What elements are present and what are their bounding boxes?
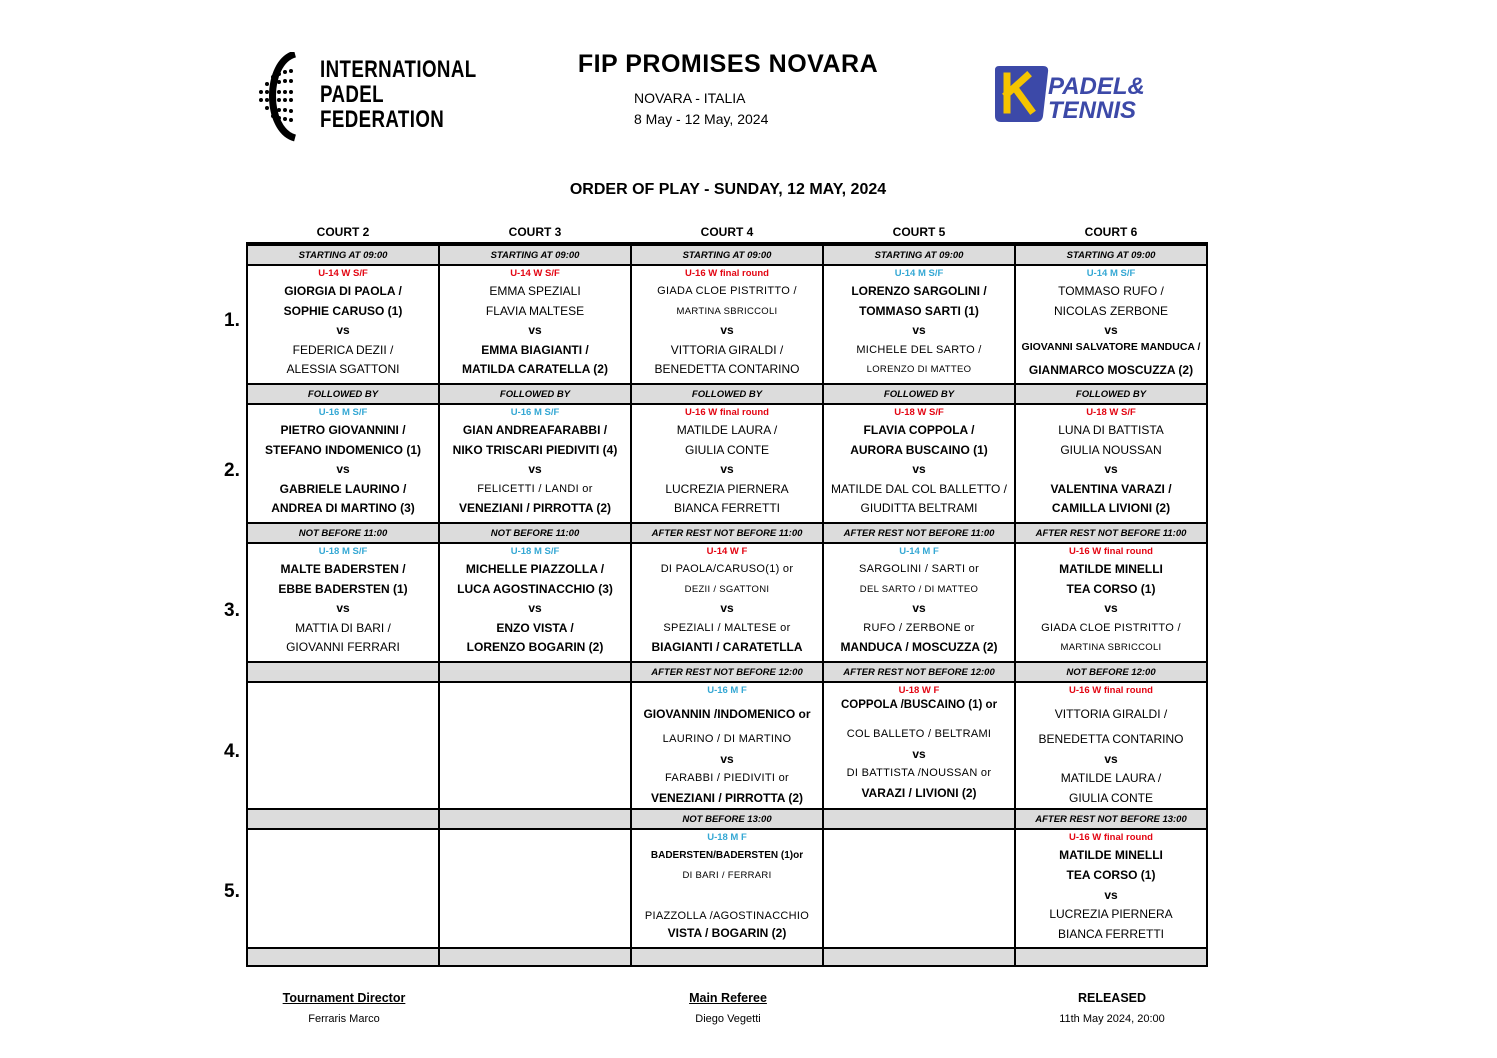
match-cell-empty <box>439 682 631 809</box>
status-cell: NOT BEFORE 13:00 <box>631 809 823 829</box>
match-category: U-18 M S/F <box>510 546 560 557</box>
team-line: MARTINA SBRICCOLI <box>676 305 778 317</box>
team-line: VITTORIA GIRALDI / <box>1054 707 1168 721</box>
table-footer-row <box>247 948 1207 966</box>
court-header: COURT 5 <box>892 225 946 239</box>
status-cell: FOLLOWED BY <box>439 384 631 404</box>
team-line: DI BATTISTA /NOUSSAN or <box>846 767 992 780</box>
vs-label: vs <box>1104 601 1118 616</box>
logo-padel-word: PADEL& <box>1048 73 1145 100</box>
match-category: U-14 W F <box>706 546 748 557</box>
match-cell <box>247 265 439 384</box>
match-cell <box>631 404 823 523</box>
team-line: DEL SARTO / DI MATTEO <box>859 583 979 595</box>
status-row <box>247 384 1207 404</box>
vs-label: vs <box>720 323 734 338</box>
vs-label: vs <box>1104 887 1118 902</box>
match-cell <box>439 543 631 662</box>
match-cell-empty <box>823 829 1015 948</box>
court-header: COURT 3 <box>508 225 562 239</box>
team-line: BENEDETTA CONTARINO <box>654 362 800 377</box>
team-line: FLAVIA MALTESE <box>485 303 585 318</box>
status-row <box>247 244 1207 265</box>
order-of-play-heading: ORDER OF PLAY - SUNDAY, 12 MAY, 2024 <box>569 181 887 198</box>
status-cell: STARTING AT 09:00 <box>631 244 823 265</box>
status-cell: NOT BEFORE 11:00 <box>247 523 439 543</box>
match-category: U-14 M S/F <box>1086 268 1136 279</box>
match-category: U-16 W final round <box>1069 685 1153 696</box>
team-line: VENEZIANI / PIRROTTA (2) <box>458 501 611 516</box>
status-cell <box>823 809 1015 829</box>
team-line: TOMMASO RUFO / <box>1058 284 1164 298</box>
team-line: ENZO VISTA / <box>496 620 574 635</box>
team-line: LORENZO SARGOLINI / <box>851 284 987 298</box>
ipf-logo-line: FEDERATION <box>320 106 445 133</box>
status-cell: STARTING AT 09:00 <box>439 244 631 265</box>
padel-tennis-icon <box>993 62 1173 126</box>
team-line: COL BALLETO / BELTRAMI <box>846 728 992 740</box>
team-line: LORENZO BOGARIN (2) <box>466 640 604 655</box>
team-line: BIAGIANTI / CARATETLLA <box>651 640 803 655</box>
status-cell: AFTER REST NOT BEFORE 13:00 <box>1015 809 1207 829</box>
team-line: GABRIELE LAURINO / <box>279 481 407 496</box>
team-line: DEZII / SGATTONI <box>684 583 770 595</box>
team-line: GIOVANNI FERRARI <box>286 640 400 655</box>
match-cell-empty <box>439 829 631 948</box>
team-line: MATILDE MINELLI <box>1059 562 1163 576</box>
court-header: COURT 6 <box>1084 225 1138 239</box>
match-category: U-16 M S/F <box>510 407 560 418</box>
row-number-4: 4. <box>224 741 240 762</box>
team-line: COPPOLA /BUSCAINO (1) or <box>840 699 998 711</box>
team-line: EMMA SPEZIALI <box>489 284 581 298</box>
team-line: GIOVANNIN /INDOMENICO or <box>643 707 811 721</box>
footer-cell <box>823 948 1015 966</box>
row-number-2: 2. <box>224 460 240 481</box>
team-line: SARGOLINI / SARTI or <box>858 563 980 575</box>
match-row <box>247 265 1207 384</box>
team-line: DI PAOLA/CARUSO(1) or <box>660 563 794 575</box>
vs-label: vs <box>720 462 734 477</box>
team-line: EMMA BIAGIANTI / <box>481 342 589 357</box>
footer-cell <box>631 948 823 966</box>
vs-label: vs <box>720 751 734 766</box>
status-row <box>247 523 1207 543</box>
team-line: GIULIA CONTE <box>1068 790 1154 805</box>
match-cell-empty <box>247 829 439 948</box>
team-line: VENEZIANI / PIRROTTA (2) <box>650 790 803 805</box>
match-category: U-18 W S/F <box>894 407 944 418</box>
vs-label: vs <box>528 323 542 338</box>
status-cell: NOT BEFORE 11:00 <box>439 523 631 543</box>
court-header: COURT 4 <box>700 225 754 239</box>
vs-label: vs <box>336 462 350 477</box>
referee-label: Main Referee <box>689 991 767 1005</box>
team-line: GIUDITTA BELTRAMI <box>860 501 978 516</box>
match-category: U-18 M F <box>707 832 747 844</box>
match-category: U-18 W S/F <box>1086 407 1136 418</box>
match-category: U-14 W S/F <box>510 268 560 279</box>
footer-cell <box>439 948 631 966</box>
match-row <box>247 543 1207 662</box>
team-line: LAURINO / DI MARTINO <box>662 733 792 745</box>
order-of-play-table <box>246 222 1208 967</box>
status-cell: STARTING AT 09:00 <box>823 244 1015 265</box>
court-header: COURT 2 <box>316 225 370 239</box>
status-cell: FOLLOWED BY <box>1015 384 1207 404</box>
match-cell <box>439 265 631 384</box>
status-cell: FOLLOWED BY <box>631 384 823 404</box>
team-line: PIETRO GIOVANNINI / <box>280 423 406 437</box>
team-line: LUNA DI BATTISTA <box>1058 423 1164 437</box>
status-cell <box>247 662 439 682</box>
match-cell <box>1015 543 1207 662</box>
match-cell <box>247 404 439 523</box>
team-line: LUCREZIA PIERNERA <box>665 481 789 496</box>
match-cell <box>823 404 1015 523</box>
match-cell <box>1015 682 1207 809</box>
team-line: VARAZI / LIVIONI (2) <box>861 785 977 800</box>
status-cell: NOT BEFORE 12:00 <box>1015 662 1207 682</box>
director-name: Ferraris Marco <box>308 1013 380 1025</box>
team-line: MATILDE MINELLI <box>1059 848 1163 863</box>
team-line: ANDREA DI MARTINO (3) <box>271 501 415 516</box>
match-category: U-16 W final round <box>685 407 769 418</box>
released-value: 11th May 2024, 20:00 <box>1059 1013 1165 1025</box>
vs-label: vs <box>912 746 926 761</box>
tournament-location: NOVARA - ITALIA <box>634 90 746 106</box>
vs-label: vs <box>528 462 542 477</box>
ipf-logo-line: INTERNATIONAL <box>320 56 477 83</box>
match-cell <box>631 829 823 948</box>
match-category: U-16 M F <box>707 685 747 696</box>
footer-cell <box>1015 948 1207 966</box>
status-row <box>247 662 1207 682</box>
team-line: RUFO / ZERBONE or <box>863 621 975 634</box>
team-line: BENEDETTA CONTARINO <box>1038 732 1184 746</box>
match-cell <box>1015 829 1207 948</box>
status-cell <box>247 809 439 829</box>
match-category: U-14 M F <box>899 546 939 557</box>
team-line: MANDUCA / MOSCUZZA (2) <box>840 640 998 655</box>
status-cell: AFTER REST NOT BEFORE 11:00 <box>631 523 823 543</box>
team-line: TOMMASO SARTI (1) <box>859 303 979 318</box>
match-category: U-16 W final round <box>1069 832 1153 844</box>
match-category: U-18 M S/F <box>318 546 368 557</box>
team-line: NIKO TRISCARI PIEDIVITI (4) <box>452 442 618 457</box>
team-line: GIANMARCO MOSCUZZA (2) <box>1028 363 1194 378</box>
team-line: CAMILLA LIVIONI (2) <box>1051 501 1171 516</box>
team-line: SOPHIE CARUSO (1) <box>283 303 403 318</box>
team-line: DI BARI / FERRARI <box>682 869 772 881</box>
match-cell <box>823 265 1015 384</box>
team-line: FARABBI / PIEDIVITI or <box>665 772 789 785</box>
vs-label: vs <box>1104 462 1118 477</box>
footer-cell <box>247 948 439 966</box>
team-line: GIULIA NOUSSAN <box>1060 442 1162 457</box>
team-line: MALTE BADERSTEN / <box>280 562 406 576</box>
tournament-title: FIP PROMISES NOVARA <box>577 50 879 78</box>
team-line: MATILDE DAL COL BALLETTO / <box>830 481 1008 496</box>
vs-label: vs <box>336 323 350 338</box>
status-cell <box>439 809 631 829</box>
match-category: U-16 W final round <box>1069 546 1153 557</box>
match-cell-empty <box>247 682 439 809</box>
vs-label: vs <box>336 601 350 616</box>
status-cell: FOLLOWED BY <box>823 384 1015 404</box>
team-line: GIOVANNI SALVATORE MANDUCA / <box>1021 340 1201 353</box>
team-line: FEDERICA DEZII / <box>292 342 394 357</box>
team-line: AURORA BUSCAINO (1) <box>850 442 988 457</box>
referee-name: Diego Vegetti <box>695 1013 761 1025</box>
vs-label: vs <box>720 601 734 616</box>
match-cell <box>631 543 823 662</box>
team-line: VISTA / BOGARIN (2) <box>667 926 787 941</box>
match-cell <box>631 682 823 809</box>
status-cell: AFTER REST NOT BEFORE 12:00 <box>631 662 823 682</box>
match-category: U-16 M S/F <box>318 407 368 418</box>
match-cell <box>631 265 823 384</box>
status-cell: STARTING AT 09:00 <box>247 244 439 265</box>
team-line: BIANCA FERRETTI <box>673 501 780 516</box>
team-line: GIULIA CONTE <box>684 442 770 457</box>
match-cell <box>439 404 631 523</box>
status-cell: AFTER REST NOT BEFORE 11:00 <box>1015 523 1207 543</box>
ipf-logo-line: PADEL <box>320 81 385 108</box>
team-line: BIANCA FERRETTI <box>1057 926 1164 941</box>
tournament-dates: 8 May - 12 May, 2024 <box>634 111 769 127</box>
team-line: FLAVIA COPPOLA / <box>863 423 975 437</box>
team-line: SPEZIALI / MALTESE or <box>663 621 791 634</box>
status-row <box>247 809 1207 829</box>
team-line: GIAN ANDREAFARABBI / <box>462 423 608 437</box>
vs-label: vs <box>912 601 926 616</box>
team-line: MICHELE DEL SARTO / <box>856 343 982 356</box>
team-line: FELICETTI / LANDI or <box>477 482 593 495</box>
vs-label: vs <box>912 323 926 338</box>
team-line: TEA CORSO (1) <box>1066 867 1156 882</box>
team-line: VITTORIA GIRALDI / <box>670 342 784 357</box>
team-line: GIORGIA DI PAOLA / <box>284 284 402 298</box>
status-cell: AFTER REST NOT BEFORE 11:00 <box>823 523 1015 543</box>
match-cell <box>823 543 1015 662</box>
team-line: EBBE BADERSTEN (1) <box>278 581 408 596</box>
team-line: MATILDE LAURA / <box>676 423 778 437</box>
logo-tennis-word: TENNIS <box>1048 97 1137 124</box>
team-line: PIAZZOLLA /AGOSTINACCHIO <box>644 910 810 920</box>
match-category: U-16 W final round <box>685 268 769 279</box>
row-number-1: 1. <box>224 310 240 331</box>
team-line: GIADA CLOE PISTRITTO / <box>657 285 797 297</box>
match-cell <box>823 682 1015 809</box>
team-line: GIADA CLOE PISTRITTO / <box>1041 621 1181 634</box>
team-line: MICHELLE PIAZZOLLA / <box>465 562 605 576</box>
match-cell <box>247 543 439 662</box>
spacer-line <box>632 886 822 906</box>
team-line: MATILDE LAURA / <box>1060 771 1162 786</box>
vs-label: vs <box>1104 323 1118 338</box>
vs-label: vs <box>1104 751 1118 766</box>
team-line: LUCREZIA PIERNERA <box>1049 907 1173 922</box>
vs-label: vs <box>912 462 926 477</box>
team-line: MATTIA DI BARI / <box>295 620 391 635</box>
ipf-logo-text <box>320 57 477 132</box>
team-line: MATILDA CARATELLA (2) <box>462 362 608 377</box>
team-line: LORENZO DI MATTEO <box>866 364 972 376</box>
status-cell <box>439 662 631 682</box>
team-line: LUCA AGOSTINACCHIO (3) <box>457 581 613 596</box>
padel-ball-icon <box>255 52 325 142</box>
match-category: U-14 W S/F <box>318 268 368 279</box>
team-line: ALESSIA SGATTONI <box>286 362 400 377</box>
court-header-row <box>247 222 1207 244</box>
match-category: U-14 M S/F <box>894 268 944 279</box>
padel-tennis-logo <box>993 62 1173 126</box>
team-line: STEFANO INDOMENICO (1) <box>264 442 421 457</box>
match-row <box>247 829 1207 948</box>
row-number-5: 5. <box>224 881 240 902</box>
status-cell: AFTER REST NOT BEFORE 12:00 <box>823 662 1015 682</box>
team-line: VALENTINA VARAZI / <box>1050 481 1172 496</box>
status-cell: STARTING AT 09:00 <box>1015 244 1207 265</box>
team-line: MARTINA SBRICCOLI <box>1060 642 1162 654</box>
released-label: RELEASED <box>1077 991 1147 1005</box>
team-line: BADERSTEN/BADERSTEN (1)or <box>650 850 804 862</box>
match-category: U-18 W F <box>898 685 940 696</box>
match-row <box>247 404 1207 523</box>
match-cell <box>1015 265 1207 384</box>
director-label: Tournament Director <box>282 991 406 1005</box>
row-number-3: 3. <box>224 600 240 621</box>
team-line: TEA CORSO (1) <box>1066 581 1156 596</box>
team-line: NICOLAS ZERBONE <box>1053 303 1169 318</box>
vs-label: vs <box>528 601 542 616</box>
match-row <box>247 682 1207 809</box>
status-cell: FOLLOWED BY <box>247 384 439 404</box>
match-cell <box>1015 404 1207 523</box>
